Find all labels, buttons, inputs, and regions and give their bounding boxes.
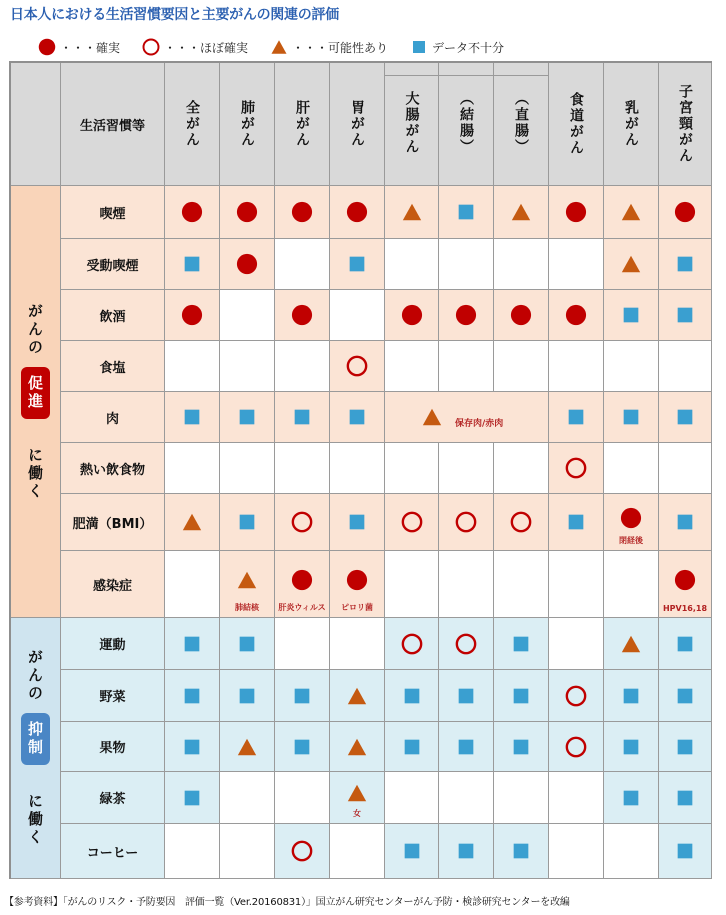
table-cell bbox=[275, 722, 330, 772]
table-cell bbox=[385, 186, 439, 239]
table-cell bbox=[549, 443, 604, 494]
table-cell bbox=[494, 772, 549, 824]
table-cell bbox=[275, 443, 330, 494]
probable-mark bbox=[275, 824, 329, 878]
probable-mark bbox=[385, 618, 438, 669]
column-header bbox=[165, 63, 220, 186]
insufficient-data-mark bbox=[165, 392, 219, 442]
row-label: コーヒー bbox=[61, 824, 165, 879]
insufficient-data-mark bbox=[659, 670, 711, 721]
table-cell bbox=[330, 722, 385, 772]
table-cell bbox=[604, 670, 659, 722]
possible-mark bbox=[330, 670, 384, 721]
table-cell bbox=[604, 618, 659, 670]
table-cell bbox=[604, 239, 659, 290]
table-cell bbox=[165, 443, 220, 494]
column-header bbox=[659, 63, 712, 186]
section-badge: 促進 bbox=[21, 367, 50, 419]
table-cell bbox=[604, 290, 659, 341]
legend-item bbox=[410, 38, 504, 56]
table-cell bbox=[659, 824, 712, 879]
table-cell bbox=[220, 824, 275, 879]
insufficient-data-mark bbox=[165, 670, 219, 721]
insufficient-data-mark bbox=[385, 722, 438, 771]
table-cell bbox=[659, 392, 712, 443]
table-cell bbox=[659, 722, 712, 772]
cell-note: HPV16,18 bbox=[662, 604, 708, 613]
possible-mark bbox=[385, 186, 438, 238]
possible-mark bbox=[330, 722, 384, 771]
column-header bbox=[604, 63, 659, 186]
insufficient-data-mark bbox=[220, 670, 274, 721]
row-label: 食塩 bbox=[61, 341, 165, 392]
table-cell bbox=[385, 670, 439, 722]
table-cell bbox=[659, 618, 712, 670]
table-cell bbox=[165, 722, 220, 772]
table-cell bbox=[604, 341, 659, 392]
table-cell bbox=[330, 494, 385, 551]
table-cell bbox=[330, 186, 385, 239]
insufficient-data-mark bbox=[165, 722, 219, 771]
probable-mark bbox=[330, 341, 384, 391]
table-cell bbox=[385, 618, 439, 670]
section-badge: 抑制 bbox=[21, 713, 50, 765]
possible-mark bbox=[604, 186, 658, 238]
table-cell bbox=[385, 551, 439, 618]
insufficient-data-mark bbox=[165, 618, 219, 669]
table-cell bbox=[549, 392, 604, 443]
insufficient-data-mark bbox=[659, 494, 711, 550]
possible-mark bbox=[494, 186, 548, 238]
possible-mark bbox=[165, 494, 219, 550]
table-cell bbox=[659, 239, 712, 290]
row-label: 緑茶 bbox=[61, 772, 165, 824]
table-cell bbox=[220, 551, 275, 618]
row-label: 喫煙 bbox=[61, 186, 165, 239]
probable-mark bbox=[549, 722, 603, 771]
table-cell bbox=[494, 186, 549, 239]
legend-item bbox=[142, 38, 248, 56]
section-top-text: がんの bbox=[26, 649, 44, 703]
table-cell bbox=[494, 341, 549, 392]
table-cell bbox=[165, 824, 220, 879]
insufficient-data-mark bbox=[165, 239, 219, 289]
table-cell bbox=[220, 670, 275, 722]
section-top-text: がんの bbox=[26, 302, 44, 357]
table-cell bbox=[549, 824, 604, 879]
probable-mark bbox=[275, 494, 329, 550]
insufficient-data-mark bbox=[275, 722, 329, 771]
table-cell bbox=[549, 239, 604, 290]
insufficient-data-mark bbox=[659, 290, 711, 340]
table-cell bbox=[275, 772, 330, 824]
table-cell bbox=[385, 824, 439, 879]
column-header bbox=[494, 63, 549, 186]
table-cell bbox=[330, 443, 385, 494]
insufficient-data-mark bbox=[220, 392, 274, 442]
cancer-type-label: 肺がん bbox=[239, 100, 255, 148]
insufficient-data-mark bbox=[604, 290, 658, 340]
table-cell bbox=[385, 239, 439, 290]
insufficient-data-mark bbox=[439, 824, 493, 878]
legend-item bbox=[38, 38, 120, 56]
merged-cell bbox=[385, 392, 549, 443]
column-header bbox=[549, 63, 604, 186]
table-cell bbox=[604, 392, 659, 443]
table-cell bbox=[330, 618, 385, 670]
table-cell bbox=[439, 239, 494, 290]
table-cell bbox=[385, 772, 439, 824]
insufficient-data-mark bbox=[275, 670, 329, 721]
insufficient-data-mark bbox=[604, 670, 658, 721]
table-cell bbox=[659, 290, 712, 341]
certain-mark bbox=[275, 553, 329, 606]
certain-mark bbox=[549, 186, 603, 238]
section-suppress bbox=[11, 618, 61, 879]
habit-column-header: 生活習慣等 bbox=[61, 63, 165, 186]
insufficient-data-mark bbox=[165, 772, 219, 823]
certain-mark bbox=[549, 290, 603, 340]
table-cell bbox=[549, 618, 604, 670]
column-header bbox=[385, 63, 439, 186]
row-label: 運動 bbox=[61, 618, 165, 670]
table-cell bbox=[604, 772, 659, 824]
column-header bbox=[439, 63, 494, 186]
table-cell bbox=[604, 186, 659, 239]
cancer-type-label: （直腸） bbox=[513, 91, 529, 155]
certain-mark bbox=[165, 186, 219, 238]
table-cell bbox=[330, 824, 385, 879]
table-cell bbox=[439, 824, 494, 879]
row-label: 野菜 bbox=[61, 670, 165, 722]
possible-mark bbox=[220, 722, 274, 771]
legend bbox=[38, 36, 526, 58]
table-cell bbox=[330, 341, 385, 392]
table-cell bbox=[494, 618, 549, 670]
table-cell bbox=[220, 722, 275, 772]
legend-label: ・・・ほぼ確実 bbox=[164, 40, 249, 55]
column-header bbox=[275, 63, 330, 186]
insufficient-data-mark bbox=[659, 239, 711, 289]
cell-note: 肝炎ウィルス bbox=[278, 603, 326, 612]
section-bottom-text: に働く bbox=[26, 446, 44, 501]
cancer-type-label: 子宮頸がん bbox=[677, 84, 693, 164]
table-cell bbox=[165, 392, 220, 443]
cancer-type-label: （結腸） bbox=[458, 91, 474, 155]
source-note: 【参考資料】「がんのリスク・予防要因 評価一覧（Ver.20160831）」国立がん研究センターがん予防・検診研究センターを改編 bbox=[4, 897, 570, 908]
table-cell bbox=[220, 443, 275, 494]
insufficient-data-icon bbox=[410, 38, 428, 56]
table-cell bbox=[439, 341, 494, 392]
table-cell bbox=[494, 239, 549, 290]
insufficient-data-mark bbox=[604, 772, 658, 823]
insufficient-data-mark bbox=[275, 392, 329, 442]
table-cell bbox=[439, 186, 494, 239]
certain-mark bbox=[330, 553, 384, 606]
row-label: 肥満（BMI） bbox=[61, 494, 165, 551]
table-cell bbox=[494, 290, 549, 341]
certain-mark bbox=[604, 496, 658, 539]
table-cell bbox=[385, 290, 439, 341]
certain-mark bbox=[165, 290, 219, 340]
table-cell bbox=[275, 824, 330, 879]
table-cell bbox=[439, 618, 494, 670]
insufficient-data-mark bbox=[439, 722, 493, 771]
colorectal-group-line bbox=[385, 75, 549, 76]
table-cell bbox=[494, 824, 549, 879]
table-cell bbox=[385, 722, 439, 772]
insufficient-data-mark bbox=[494, 824, 548, 878]
table-cell bbox=[549, 186, 604, 239]
table-cell bbox=[659, 341, 712, 392]
cancer-type-label: 食道がん bbox=[568, 92, 584, 156]
evaluation-table bbox=[9, 61, 712, 879]
table-cell bbox=[220, 618, 275, 670]
legend-item bbox=[270, 38, 388, 56]
table-cell bbox=[275, 239, 330, 290]
table-cell bbox=[220, 392, 275, 443]
possible-mark bbox=[330, 774, 384, 812]
table-cell bbox=[330, 290, 385, 341]
insufficient-data-mark bbox=[494, 670, 548, 721]
table-cell bbox=[494, 494, 549, 551]
legend-label: データ不十分 bbox=[432, 40, 505, 55]
table-cell bbox=[330, 670, 385, 722]
insufficient-data-mark bbox=[330, 392, 384, 442]
insufficient-data-mark bbox=[659, 824, 711, 878]
row-label: 果物 bbox=[61, 722, 165, 772]
table-cell bbox=[494, 443, 549, 494]
insufficient-data-mark bbox=[439, 186, 493, 238]
table-cell bbox=[275, 186, 330, 239]
cell-note: 肺結核 bbox=[235, 603, 259, 612]
certain-mark bbox=[220, 186, 274, 238]
certain-mark bbox=[494, 290, 548, 340]
table-cell bbox=[165, 290, 220, 341]
table-cell bbox=[604, 494, 659, 551]
table-cell bbox=[604, 551, 659, 618]
section-promote bbox=[11, 186, 61, 618]
table-cell bbox=[165, 618, 220, 670]
table-cell bbox=[275, 392, 330, 443]
possible-mark bbox=[604, 618, 658, 669]
cancer-type-label: 乳がん bbox=[623, 100, 639, 148]
table-cell bbox=[439, 670, 494, 722]
table-cell bbox=[385, 494, 439, 551]
cancer-type-label: 大腸がん bbox=[403, 91, 420, 155]
probable-mark bbox=[494, 494, 548, 550]
row-label: 感染症 bbox=[61, 551, 165, 618]
section-bottom-text: に働く bbox=[26, 793, 44, 847]
insufficient-data-mark bbox=[659, 772, 711, 823]
insufficient-data-mark bbox=[385, 824, 438, 878]
table-cell bbox=[604, 443, 659, 494]
table-cell bbox=[549, 341, 604, 392]
insufficient-data-mark bbox=[659, 392, 711, 442]
page-title: 日本人における生活習慣要因と主要がんの関連の評価 bbox=[10, 7, 339, 23]
table-cell bbox=[549, 722, 604, 772]
table-cell bbox=[439, 772, 494, 824]
table-cell bbox=[439, 443, 494, 494]
section-label bbox=[11, 186, 60, 617]
table-cell bbox=[659, 551, 712, 618]
cell-note: 閉経後 bbox=[619, 536, 643, 545]
table-cell bbox=[330, 392, 385, 443]
cell-note: 女 bbox=[353, 809, 361, 818]
certain-mark bbox=[220, 239, 274, 289]
table-cell bbox=[165, 772, 220, 824]
cancer-type-label: 胃がん bbox=[349, 100, 365, 148]
table-cell bbox=[604, 722, 659, 772]
certain-mark bbox=[659, 553, 711, 606]
table-cell bbox=[330, 551, 385, 618]
table-cell bbox=[330, 239, 385, 290]
table-cell bbox=[165, 551, 220, 618]
table-cell bbox=[549, 494, 604, 551]
insufficient-data-mark bbox=[330, 494, 384, 550]
legend-label: ・・・確実 bbox=[60, 40, 121, 55]
table-cell bbox=[220, 186, 275, 239]
probable-mark bbox=[439, 494, 493, 550]
probable-mark bbox=[549, 443, 603, 493]
possible-mark bbox=[421, 406, 443, 432]
possible-mark bbox=[220, 553, 274, 606]
certain-mark bbox=[385, 290, 438, 340]
insufficient-data-mark bbox=[494, 618, 548, 669]
header-corner bbox=[11, 63, 61, 186]
possible-mark bbox=[604, 239, 658, 289]
insufficient-data-mark bbox=[549, 494, 603, 550]
table-cell bbox=[439, 290, 494, 341]
table-cell bbox=[385, 443, 439, 494]
certain-icon bbox=[38, 38, 56, 56]
cancer-type-label: 肝がん bbox=[294, 100, 310, 148]
section-label bbox=[11, 618, 60, 878]
row-label: 肉 bbox=[61, 392, 165, 443]
row-label: 受動喫煙 bbox=[61, 239, 165, 290]
table-cell bbox=[330, 772, 385, 824]
insufficient-data-mark bbox=[659, 618, 711, 669]
table-cell bbox=[165, 239, 220, 290]
table-cell bbox=[494, 551, 549, 618]
table-cell bbox=[439, 494, 494, 551]
table-cell bbox=[220, 341, 275, 392]
table-cell bbox=[275, 341, 330, 392]
table-cell bbox=[275, 494, 330, 551]
insufficient-data-mark bbox=[604, 722, 658, 771]
table-cell bbox=[659, 670, 712, 722]
column-header bbox=[220, 63, 275, 186]
insufficient-data-mark bbox=[439, 670, 493, 721]
table-cell bbox=[220, 494, 275, 551]
probable-icon bbox=[142, 38, 160, 56]
column-header bbox=[330, 63, 385, 186]
probable-mark bbox=[439, 618, 493, 669]
certain-mark bbox=[275, 290, 329, 340]
table-cell bbox=[549, 290, 604, 341]
table-cell bbox=[604, 824, 659, 879]
table-cell bbox=[275, 551, 330, 618]
insufficient-data-mark bbox=[549, 392, 603, 442]
certain-mark bbox=[659, 186, 711, 238]
table-cell bbox=[659, 494, 712, 551]
row-label: 飲酒 bbox=[61, 290, 165, 341]
certain-mark bbox=[439, 290, 493, 340]
table-cell bbox=[220, 772, 275, 824]
probable-mark bbox=[549, 670, 603, 721]
table-cell bbox=[439, 551, 494, 618]
table-cell bbox=[275, 290, 330, 341]
table-cell bbox=[275, 670, 330, 722]
table-cell bbox=[549, 772, 604, 824]
insufficient-data-mark bbox=[220, 494, 274, 550]
insufficient-data-mark bbox=[330, 239, 384, 289]
possible-icon bbox=[270, 38, 288, 56]
insufficient-data-mark bbox=[659, 722, 711, 771]
table-cell bbox=[549, 551, 604, 618]
table-cell bbox=[165, 186, 220, 239]
table-cell bbox=[494, 670, 549, 722]
legend-label: ・・・可能性あり bbox=[292, 40, 389, 55]
table-cell bbox=[659, 186, 712, 239]
certain-mark bbox=[330, 186, 384, 238]
table-cell bbox=[439, 722, 494, 772]
merged-note: 保存肉/赤肉 bbox=[455, 419, 504, 429]
table-cell bbox=[659, 772, 712, 824]
table-cell bbox=[659, 443, 712, 494]
table-cell bbox=[385, 341, 439, 392]
table-cell bbox=[275, 618, 330, 670]
insufficient-data-mark bbox=[494, 722, 548, 771]
table-cell bbox=[165, 670, 220, 722]
insufficient-data-mark bbox=[604, 392, 658, 442]
probable-mark bbox=[385, 494, 438, 550]
certain-mark bbox=[275, 186, 329, 238]
table-cell bbox=[165, 494, 220, 551]
row-label: 熱い飲食物 bbox=[61, 443, 165, 494]
cancer-type-label: 全がん bbox=[184, 100, 200, 148]
table-cell bbox=[165, 341, 220, 392]
table-cell bbox=[549, 670, 604, 722]
table-cell bbox=[220, 239, 275, 290]
insufficient-data-mark bbox=[385, 670, 438, 721]
table-cell bbox=[220, 290, 275, 341]
insufficient-data-mark bbox=[220, 618, 274, 669]
cell-note: ピロリ菌 bbox=[341, 603, 373, 612]
table-cell bbox=[494, 722, 549, 772]
